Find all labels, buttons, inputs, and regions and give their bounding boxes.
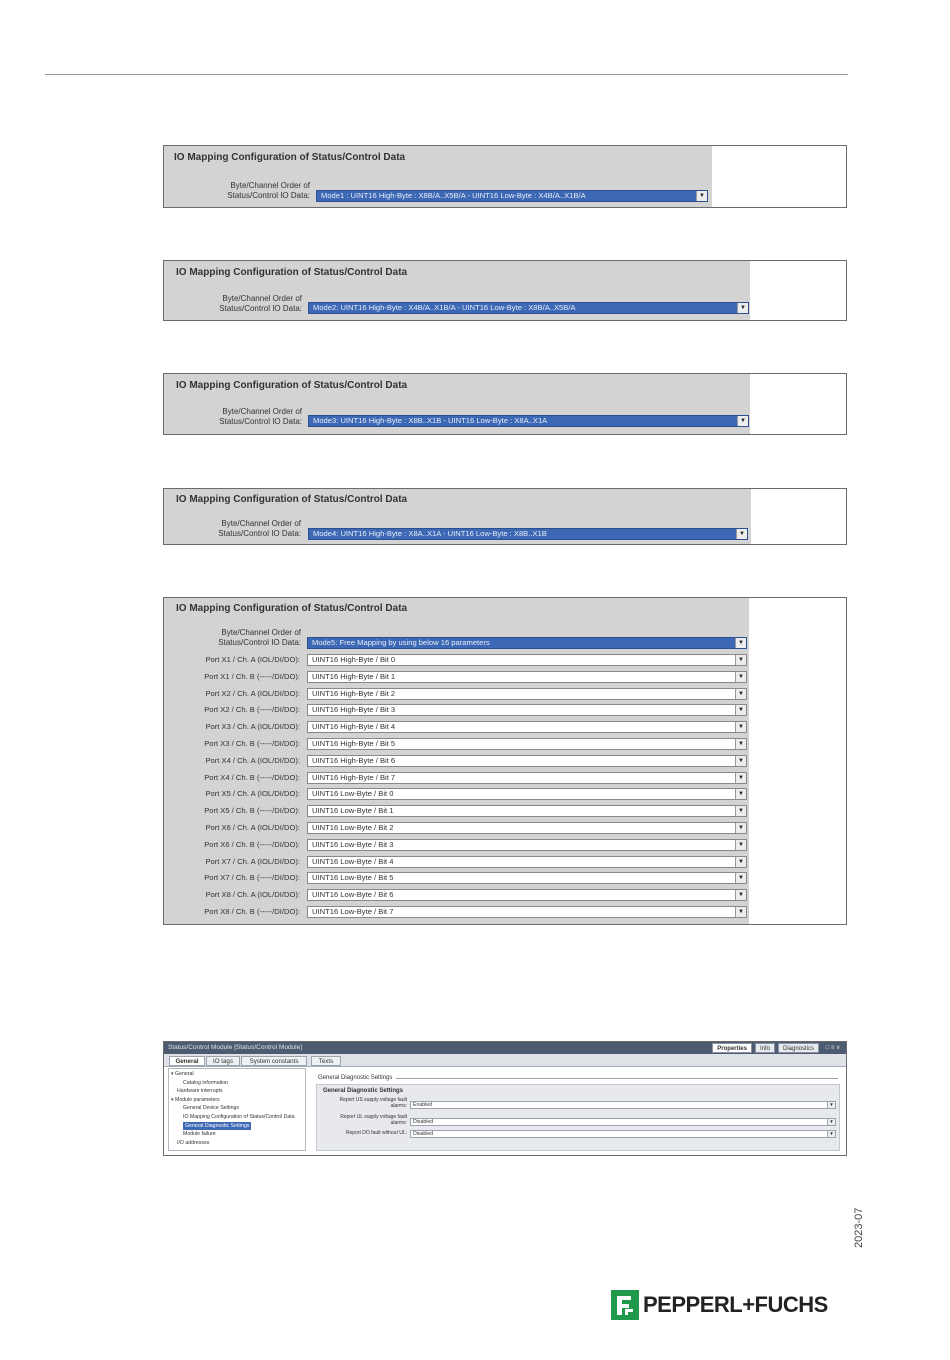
port-label: Port X8 / Ch. B (-----/DI/DO): [204,907,300,916]
port-mapping-select[interactable]: UINT16 High-Byte / Bit 6 ▼ [307,755,747,767]
mode1-screenshot [163,145,847,208]
port-mapping-select[interactable]: UINT16 Low-Byte / Bit 7 ▼ [307,906,747,918]
panel-title: IO Mapping Configuration of Status/Control Data [176,603,408,614]
diagnostic-settings-group [316,1084,840,1151]
header-rule [45,74,848,75]
dropdown-arrow-icon[interactable]: ▼ [737,303,748,313]
tree-item[interactable]: Hardware interrupts [177,1088,223,1095]
tree-item[interactable]: ▾ General [171,1071,194,1077]
dropdown-arrow-icon[interactable]: ▼ [735,840,746,850]
port-label: Port X4 / Ch. B (-----/DI/DO): [204,772,300,782]
port-label: Port X3 / Ch. A (IOL/DI/DO): [205,722,300,732]
port-mapping-select[interactable]: UINT16 Low-Byte / Bit 1 ▼ [307,805,747,817]
port-mapping-select[interactable]: UINT16 High-Byte / Bit 2 ▼ [307,688,747,700]
byte-order-select[interactable]: Mode2: UINT16 High-Byte : X4B/A..X1B/A - UINT16 Low-Byte : X8B/A..X5B/A ▼ [308,302,749,314]
tree-item[interactable]: Catalog information [183,1079,228,1086]
dropdown-arrow-icon[interactable]: ▼ [735,655,746,665]
dropdown-arrow-icon[interactable]: ▼ [827,1102,835,1108]
section-rule [396,1078,838,1079]
tree-item[interactable]: General Diagnostic Settings [185,1122,250,1129]
group-title: General Diagnostic Settings [323,1088,404,1094]
port-mapping-select[interactable]: UINT16 Low-Byte / Bit 0 ▼ [307,788,747,800]
port-mapping-select[interactable]: UINT16 Low-Byte / Bit 6 ▼ [307,889,747,901]
brand-logo [611,1290,828,1320]
tree-item[interactable]: ▾ Module parameters [171,1096,220,1103]
inspector-titlebar [164,1042,846,1054]
window-controls[interactable]: □ ≡ ∨ [825,1045,841,1051]
diagnostic-select[interactable]: Enabled ▼ [410,1101,836,1109]
dropdown-arrow-icon[interactable]: ▼ [737,416,748,426]
dropdown-arrow-icon[interactable]: ▼ [827,1131,835,1137]
panel-title: IO Mapping Configuration of Status/Control Data [174,152,406,163]
port-mapping-select[interactable]: UINT16 Low-Byte / Bit 4 ▼ [307,856,747,868]
byte-order-select[interactable]: Mode1 : UINT16 High-Byte : X8B/A..X5B/A - UINT16 Low-Byte : X4B/A..X1B/A ▼ [316,190,708,202]
port-label: Port X6 / Ch. A (IOL/DI/DO): [205,823,300,832]
tree-item[interactable]: I/O addresses [177,1139,210,1146]
dropdown-arrow-icon[interactable]: ▼ [735,705,746,715]
port-label: Port X3 / Ch. B (-----/DI/DO): [204,739,300,748]
tree-item[interactable]: General Device Settings [183,1105,239,1112]
panel-title: IO Mapping Configuration of Status/Control Data [176,267,408,278]
tab-properties[interactable]: Properties [712,1043,752,1053]
diagnostic-select[interactable]: Disabled ▼ [410,1118,836,1126]
properties-tabbar [164,1054,846,1067]
dropdown-arrow-icon[interactable]: ▼ [735,857,746,867]
dropdown-arrow-icon[interactable]: ▼ [735,722,746,732]
dropdown-arrow-icon[interactable]: ▼ [736,529,747,539]
window-title: Status/Control Module [Status/Control Module] [168,1044,303,1051]
mode4-screenshot [163,488,847,545]
diagnostic-select[interactable]: Disabled ▼ [410,1130,836,1138]
diagnostic-label: Report US supply voltage fault alarms: [339,1097,407,1109]
port-mapping-select[interactable]: UINT16 High-Byte / Bit 1 ▼ [307,671,747,683]
dropdown-arrow-icon[interactable]: ▼ [735,907,746,917]
config-panel [164,598,749,924]
port-label: Port X6 / Ch. B (-----/DI/DO): [204,839,300,849]
port-mapping-select[interactable]: UINT16 High-Byte / Bit 0 ▼ [307,654,747,666]
parameter-tree [168,1068,306,1151]
mode3-screenshot [163,373,847,435]
tab-io-tags[interactable]: IO tags [206,1056,240,1066]
dropdown-arrow-icon[interactable]: ▼ [735,890,746,900]
dropdown-arrow-icon[interactable]: ▼ [735,638,746,648]
tab-diagnostics[interactable]: Diagnostics [778,1043,819,1053]
dropdown-arrow-icon[interactable]: ▼ [735,773,746,783]
dropdown-arrow-icon[interactable]: ▼ [735,789,746,799]
section-title: General Diagnostic Settings [318,1075,393,1081]
dropdown-arrow-icon[interactable]: ▼ [735,672,746,682]
byte-order-label: Byte/Channel Order of Status/Control IO Data: [219,294,302,313]
port-label: Port X5 / Ch. A (IOL/DI/DO): [205,789,300,799]
config-panel [164,146,712,207]
tab-info[interactable]: Info [755,1043,775,1053]
dropdown-arrow-icon[interactable]: ▼ [827,1119,835,1125]
config-panel [164,374,750,434]
inspector-tabs [712,1043,844,1053]
tab-general[interactable]: General [169,1056,205,1066]
port-mapping-select[interactable]: UINT16 Low-Byte / Bit 2 ▼ [307,822,747,834]
config-panel [164,261,750,320]
dropdown-arrow-icon[interactable]: ▼ [735,806,746,816]
port-label: Port X5 / Ch. B (-----/DI/DO): [204,806,300,816]
brand-name: PEPPERL+FUCHS [643,1292,828,1317]
port-mapping-select[interactable]: UINT16 High-Byte / Bit 3 ▼ [307,704,747,716]
settings-content [312,1068,840,1151]
tree-item[interactable]: IO Mapping Configuration of Status/Control Data [183,1114,295,1120]
tree-item[interactable]: Module failure [183,1131,216,1138]
port-label: Port X4 / Ch. A (IOL/DI/DO): [205,755,300,765]
brand-mark-icon [611,1290,639,1320]
byte-order-select[interactable]: Mode4: UINT16 High-Byte : X8A..X1A - UINT16 Low-Byte : X8B..X1B ▼ [308,528,748,540]
port-label: Port X1 / Ch. B (-----/DI/DO): [204,671,300,681]
port-mapping-select[interactable]: UINT16 Low-Byte / Bit 5 ▼ [307,872,747,884]
diagnostic-label: Report DO fault without UL: [345,1130,407,1136]
tab-texts[interactable]: Texts [311,1056,341,1066]
dropdown-arrow-icon[interactable]: ▼ [735,739,746,749]
panel-title: IO Mapping Configuration of Status/Control Data [176,380,408,391]
tia-properties-screenshot [163,1041,847,1156]
port-label: Port X7 / Ch. A (IOL/DI/DO): [205,856,300,866]
dropdown-arrow-icon[interactable]: ▼ [735,873,746,883]
dropdown-arrow-icon[interactable]: ▼ [696,191,707,201]
port-mapping-select[interactable]: UINT16 Low-Byte / Bit 3 ▼ [307,839,747,851]
port-mapping-select[interactable]: UINT16 High-Byte / Bit 4 ▼ [307,721,747,733]
dropdown-arrow-icon[interactable]: ▼ [735,756,746,766]
dropdown-arrow-icon[interactable]: ▼ [735,823,746,833]
dropdown-arrow-icon[interactable]: ▼ [735,689,746,699]
byte-order-label: Byte/Channel Order of Status/Control IO Data: [227,181,310,200]
port-mapping-select[interactable]: UINT16 High-Byte / Bit 7 ▼ [307,772,747,784]
port-label: Port X7 / Ch. B (-----/DI/DO): [204,873,300,883]
tab-system-constants[interactable]: System constants [241,1056,307,1066]
byte-order-label: Byte/Channel Order of Status/Control IO Data: [218,519,301,538]
port-mapping-select[interactable]: UINT16 High-Byte / Bit 5 ▼ [307,738,747,750]
byte-order-label: Byte/Channel Order of Status/Control IO Data: [218,628,301,647]
diagnostic-label: Report UL supply voltage fault alarms: [340,1114,407,1126]
byte-order-select[interactable]: Mode5: Free Mapping by using below 16 parameters ▼ [307,637,747,649]
port-label: Port X2 / Ch. A (IOL/DI/DO): [205,688,300,698]
byte-order-label: Byte/Channel Order of Status/Control IO Data: [219,407,302,426]
mode5-screenshot [163,597,847,925]
byte-order-select[interactable]: Mode3: UINT16 High-Byte : X8B..X1B - UINT16 Low-Byte : X8A..X1A ▼ [308,415,749,427]
port-label: Port X8 / Ch. A (IOL/DI/DO): [205,890,300,900]
config-panel [164,489,751,544]
panel-title: IO Mapping Configuration of Status/Control Data [176,494,408,505]
port-label: Port X1 / Ch. A (IOL/DI/DO): [205,655,300,664]
port-label: Port X2 / Ch. B (-----/DI/DO): [204,705,300,715]
mode2-screenshot [163,260,847,321]
publication-date: 2023-07 [853,1207,865,1248]
